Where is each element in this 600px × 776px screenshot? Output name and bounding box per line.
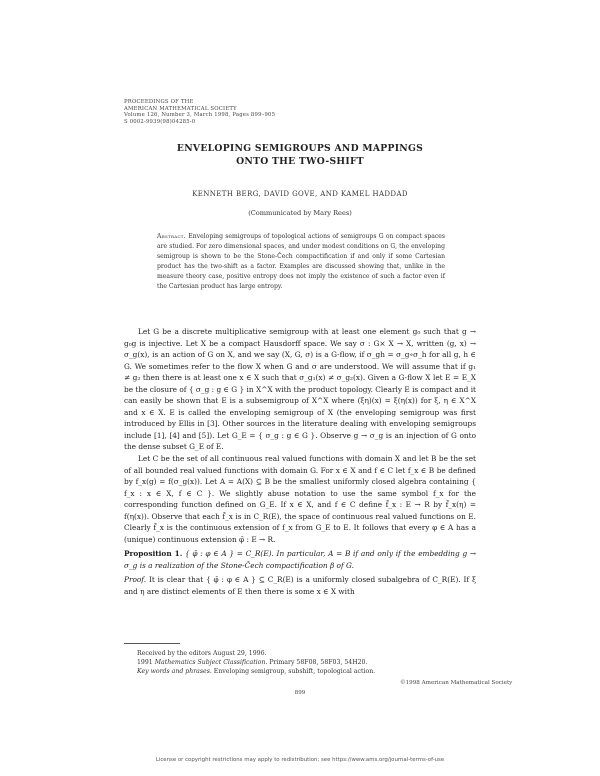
abstract-text: Enveloping semigroups of topological actions of semigroups G on compact spaces are studied. For zero dimensional spaces, and under modest conditions on G, the enveloping semigroup is shown to be the Stone-Čech compactification if and only if some Cartesian product has the two-shift as a factor. Examples are discussed showing that, unlike in the measure theory case, positive entropy does not imply the existence of such a factor even if the Cartesian product has large entropy. bbox=[157, 233, 445, 290]
communicated-by: (Communicated by Mary Rees) bbox=[248, 209, 352, 217]
proposition-1 bbox=[124, 548, 476, 571]
subject-classification: 1991 Mathematics Subject Classification. Primary 58F08, 58F03, 54H20. bbox=[137, 659, 368, 667]
title-line1: ENVELOPING SEMIGROUPS AND MAPPINGS bbox=[176, 143, 424, 154]
keywords: Key words and phrases. Enveloping semigroup, subshift, topological action. bbox=[137, 668, 376, 676]
journal-header bbox=[124, 99, 275, 125]
footnotes bbox=[137, 649, 375, 677]
abstract bbox=[157, 232, 445, 291]
proposition-heading: Proposition 1. bbox=[124, 549, 183, 559]
license-notice: License or copyright restrictions may apply to redistribution; see https://www.ams.org/journal-terms-of-use bbox=[155, 757, 445, 763]
proposition-statement: { φ̄ : φ ∈ A } = C_R(E). In particular, A = B if and only if the embedding g → σ_g is a realization of the Stone-Čech compactification β of G. bbox=[124, 549, 476, 570]
journal-name-line1: PROCEEDINGS OF THE bbox=[124, 99, 194, 105]
paper-title bbox=[0, 143, 600, 168]
journal-volume: Volume 126, Number 3, March 1998, Pages 899–905 bbox=[124, 112, 276, 119]
page-number: 899 bbox=[294, 690, 306, 696]
received-date: Received by the editors August 29, 1996. bbox=[137, 650, 267, 657]
title-line2: ONTO THE TWO-SHIFT bbox=[236, 155, 364, 167]
proof-heading: Proof. bbox=[124, 575, 147, 585]
proof bbox=[124, 574, 476, 597]
paragraph-intro: Let G be a discrete multiplicative semigroup with at least one element g₀ such that g → g₀g is injective. Let X be a compact Hausdorff space. We say σ : G× X → X, written (g, x) → σ_g(x), is an action of G on X, and we say (X, G, σ) is a G-flow, if σ_gh = σ_g∘σ_h for all g, h ∈ G. We sometimes refer to the flow X when G and σ are understood. We will assume that if g₁ ≠ g₂ then there is at least one x ∈ X such that σ_g₁(x) ≠ σ_g₂(x). Given a G-flow X let E = E_X be the closure of { σ_g : g ∈ G } in X^X with the product topology. Clearly E is compact and it can easily be shown that E is a subsemigroup of X^X where (ξη)(x) = ξ(η(x)) for ξ, η ∈ X^X and x ∈ X. E is called the enveloping semigroup of X (the enveloping semigroup was first introduced by Ellis in [3]. Other sources in the literature dealing with enveloping semigroups include [1], [4] and [5]). Let G_E = { σ_g : g ∈ G }. Observe g → σ_g is an injection of G onto the dense subset G_E of E. bbox=[124, 327, 476, 452]
journal-issn: S 0002-9939(98)04285-0 bbox=[124, 118, 196, 125]
proof-text: It is clear that { φ̄ : φ ∈ A } ⊆ C_R(E) is a uniformly closed subalgebra of C_R(E). If ξ and η are distinct elements of E then there is some x ∈ X with bbox=[124, 575, 476, 597]
footnote-divider bbox=[124, 643, 180, 644]
copyright-notice: ©1998 American Mathematical Society bbox=[400, 680, 513, 686]
authors: KENNETH BERG, DAVID GOVE, AND KAMEL HADDAD bbox=[192, 190, 408, 198]
body-text bbox=[124, 326, 476, 598]
abstract-label: Abstract. bbox=[157, 233, 187, 240]
journal-name-line2: AMERICAN MATHEMATICAL SOCIETY bbox=[124, 105, 237, 112]
paragraph-functions: Let C be the set of all continuous real valued functions with domain X and let B be the set of all bounded real valued functions with domain G. For x ∈ X and f ∈ C let f_x ∈ B be defined by f_x(g) = f(σ_g(x)). Let A = A(X) ⊆ B be the smallest uniformly closed algebra containing { f_x : x ∈ X, f ∈ C }. We slightly abuse notation to use the same symbol f_x for the corresponding function defined on G_E. If x ∈ X, and f ∈ C define f̄_x : E → R by f̄_x(η) = f(η(x)). Observe that each f̄_x is in C_R(E), the space of continuous real valued functions on E. Clearly f̄_x is the continuous extension of f_x from G_E to E. It follows that every φ ∈ A has a (unique) continuous extension φ̄ : E → R. bbox=[124, 454, 476, 544]
